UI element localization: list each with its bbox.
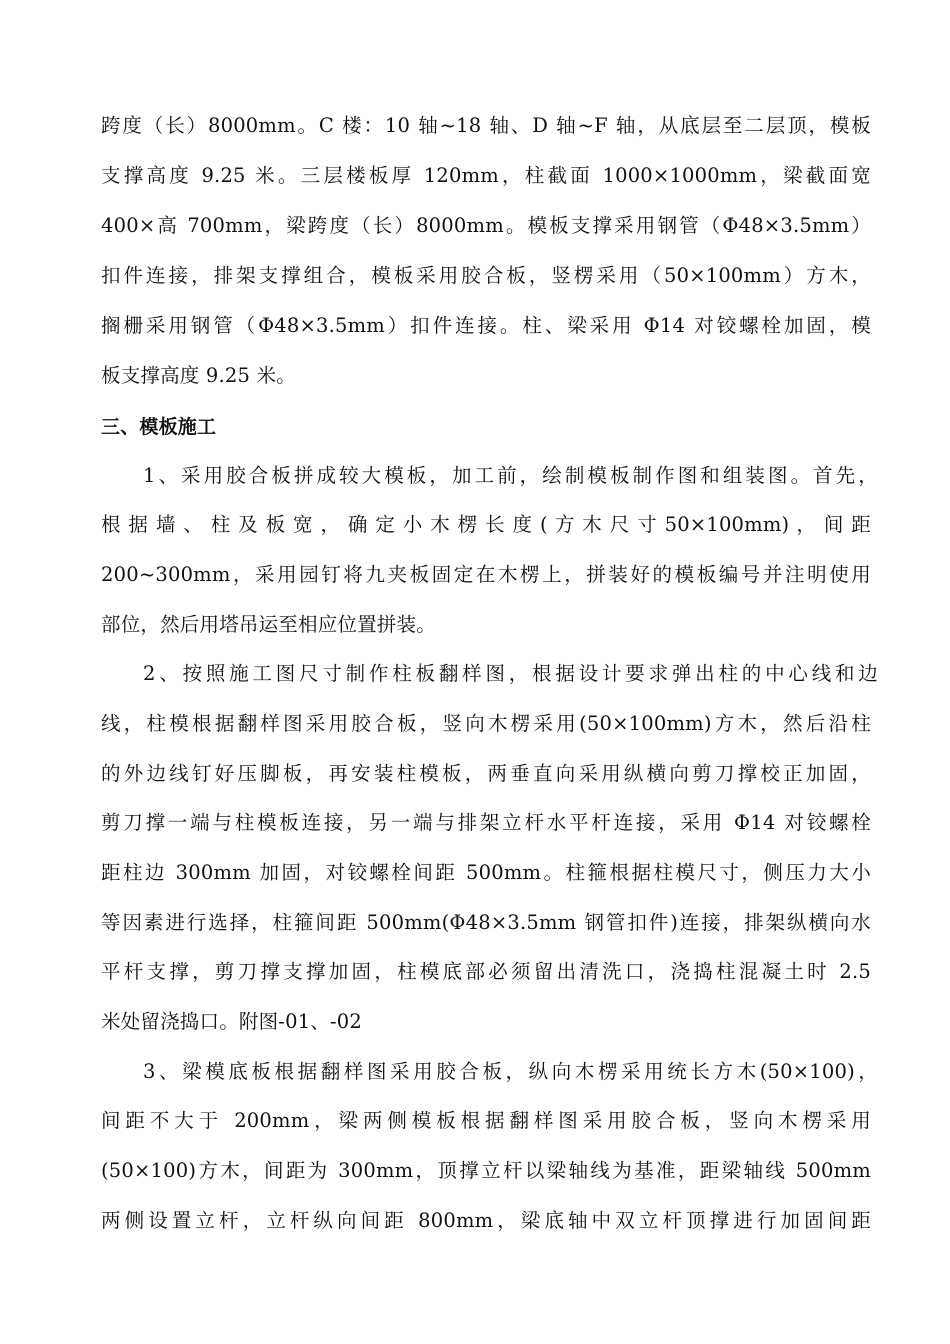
body-text-line: 间距不大于 200mm，梁两侧模板根据翻样图采用胶合板，竖向木楞采用 — [101, 1109, 871, 1132]
body-text-line: 扣件连接，排架支撑组合，模板采用胶合板，竖楞采用（50×100mm）方木， — [101, 264, 871, 287]
paragraph-first-line: 3、梁模底板根据翻样图采用胶合板，纵向木楞采用统长方木(50×100)， — [143, 1060, 878, 1083]
body-text-line: 米处留浇捣口。附图-01、-02 — [101, 1010, 363, 1033]
body-text-line: 距柱边 300mm 加固，对铰螺栓间距 500mm。柱箍根据柱模尺寸，侧压力大小 — [101, 861, 871, 884]
body-text-line: 等因素进行选择，柱箍间距 500mm(Φ48×3.5mm 钢管扣件)连接，排架纵横向水 — [101, 911, 871, 934]
paragraph-first-line: 1、采用胶合板拼成较大模板，加工前，绘制模板制作图和组装图。首先， — [143, 464, 878, 487]
body-text-line: 根 据 墙 、 柱 及 板 宽 ， 确 定 小 木 楞 长 度 ( 方 木 尺 寸 50×100mm) ， 间 距 — [101, 513, 871, 536]
paragraph-first-line: 2、按照施工图尺寸制作柱板翻样图，根据设计要求弹出柱的中心线和边 — [143, 662, 878, 685]
body-text-line: 板支撑高度 9.25 米。 — [101, 364, 296, 387]
body-text-line: 线，柱模根据翻样图采用胶合板，竖向木楞采用(50×100mm)方木，然后沿柱 — [101, 712, 871, 735]
body-text-line: 平杆支撑，剪刀撑支撑加固，柱模底部必须留出清洗口，浇捣柱混凝土时 2.5 — [101, 960, 871, 983]
body-text-line: 搁栅采用钢管（Φ48×3.5mm）扣件连接。柱、梁采用 Φ14 对铰螺栓加固，模 — [101, 314, 871, 337]
body-text-line: 部位，然后用塔吊运至相应位置拼装。 — [101, 613, 436, 636]
body-text-line: 跨度（长）8000mm。C 楼：10 轴~18 轴、D 轴~F 轴，从底层至二层顶，模板 — [101, 114, 871, 137]
body-text-line: 的外边线钉好压脚板，再安装柱模板，两垂直向采用纵横向剪刀撑校正加固， — [101, 762, 871, 785]
body-text-line: 400×高 700mm，梁跨度（长）8000mm。模板支撑采用钢管（Φ48×3.5mm） — [101, 214, 871, 237]
body-text-line: 200~300mm，采用园钉将九夹板固定在木楞上，拼装好的模板编号并注明使用 — [101, 563, 871, 586]
body-text-line: 支撑高度 9.25 米。三层楼板厚 120mm，柱截面 1000×1000mm，梁截面宽 — [101, 164, 871, 187]
body-text-line: 两侧设置立杆，立杆纵向间距 800mm，梁底轴中双立杆顶撑进行加固间距 — [101, 1209, 871, 1232]
body-text-line: (50×100)方木，间距为 300mm，顶撑立杆以梁轴线为基准，距梁轴线 500mm — [101, 1159, 871, 1182]
body-text-line: 剪刀撑一端与柱模板连接，另一端与排架立杆水平杆连接，采用 Φ14 对铰螺栓 — [101, 811, 871, 834]
section-heading: 三、模板施工 — [101, 416, 217, 438]
